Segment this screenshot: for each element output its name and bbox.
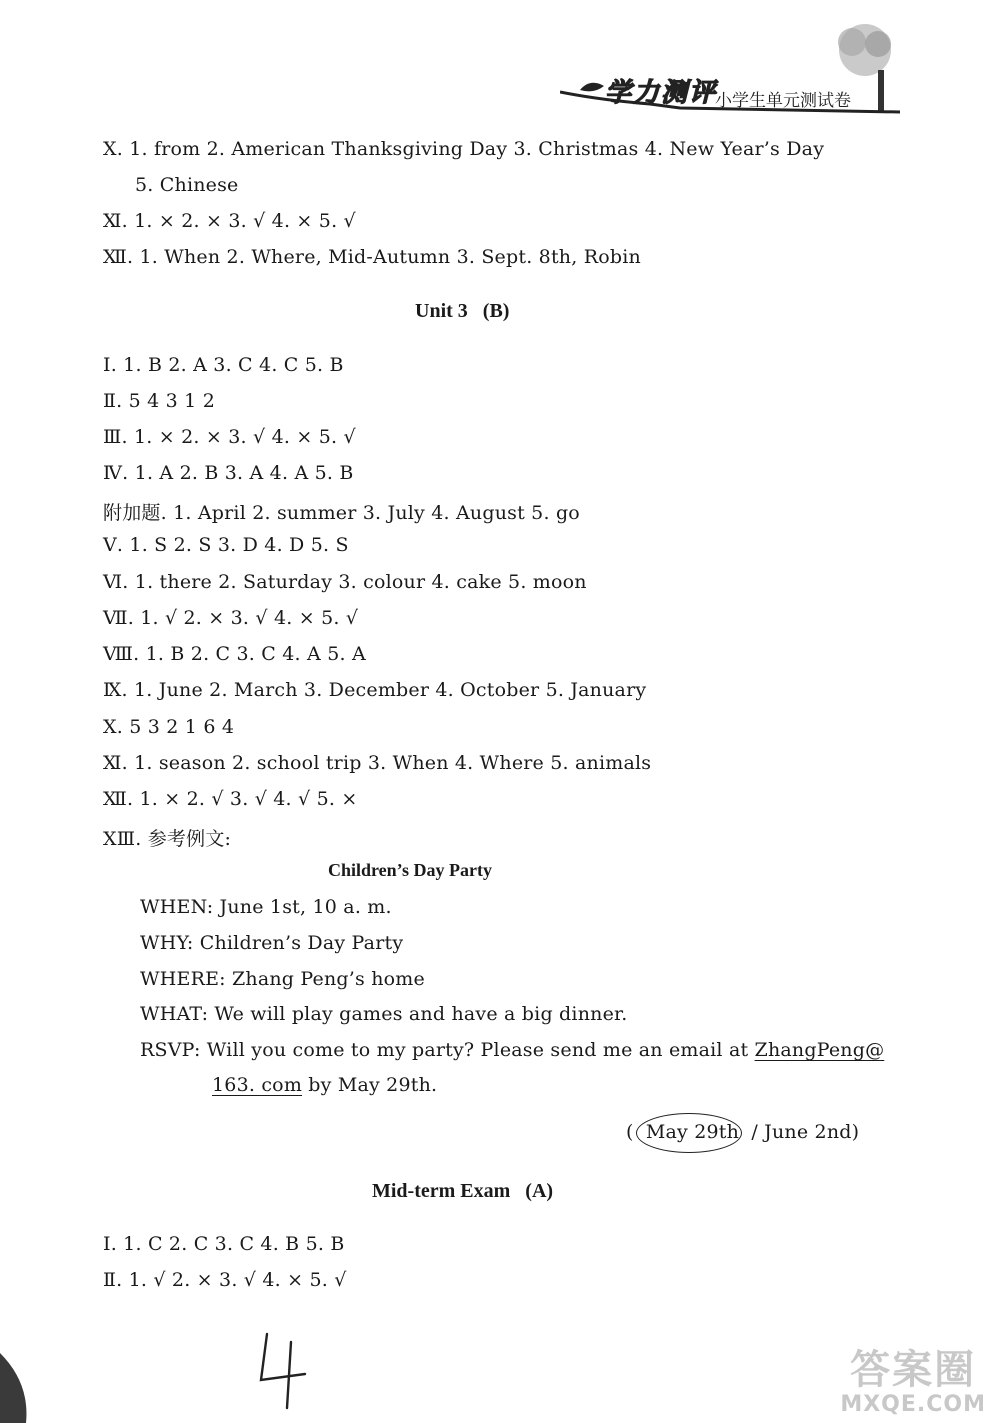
page-number: [255, 1330, 315, 1414]
answer-line-b-ix: Ⅸ. 1. June 2. March 3. December 4. October 5. January: [103, 679, 647, 701]
essay-title: Children’s Day Party: [328, 860, 492, 880]
answer-line-x-2: 5. Chinese: [135, 174, 239, 196]
section-heading-unit3b: Unit 3 (B): [415, 300, 510, 322]
inv-rsvp-cont: [212, 1074, 437, 1096]
answer-line-inv-what: WHAT: We will play games and have a big dinner.: [140, 1003, 628, 1025]
rsvp-suffix: by May 29th.: [302, 1074, 438, 1096]
answer-line-xi: Ⅺ. 1. × 2. × 3. √ 4. × 5. √: [103, 210, 356, 232]
answer-line-b-i: Ⅰ. 1. B 2. A 3. C 4. C 5. B: [103, 354, 344, 376]
answer-line-inv-where: WHERE: Zhang Peng’s home: [140, 968, 425, 990]
header-banner: [560, 20, 905, 120]
date-choice-circled: May 29th: [645, 1121, 740, 1143]
answer-line-b-iv: Ⅳ. 1. A 2. B 3. A 4. A 5. B: [103, 462, 354, 484]
answer-line-x-1: Ⅹ. 1. from 2. American Thanksgiving Day 3. Christmas 4. New Year’s Day: [103, 138, 825, 160]
date-choice-rest: / June 2nd): [745, 1121, 860, 1143]
answer-line-b-vii: Ⅶ. 1. √ 2. × 3. √ 4. × 5. √: [103, 607, 359, 629]
answer-circle: [636, 1113, 742, 1153]
answer-line-b-xi: Ⅺ. 1. season 2. school trip 3. When 4. Where 5. animals: [103, 752, 652, 774]
answer-line-b-extra: 附加题. 1. April 2. summer 3. July 4. August 5. go: [103, 502, 580, 524]
watermark-bottom: MXQE.COM: [840, 1392, 986, 1417]
date-choice-open: (: [626, 1121, 634, 1143]
answer-line-inv-why: WHY: Children’s Day Party: [140, 932, 404, 954]
answer-line-b-viii: Ⅷ. 1. B 2. C 3. C 4. A 5. A: [103, 643, 366, 665]
answer-line-inv-when: WHEN: June 1st, 10 a. m.: [140, 896, 392, 918]
answer-line-b-ii: Ⅱ. 5 4 3 1 2: [103, 390, 215, 412]
page-corner-shadow: [0, 1353, 40, 1423]
rsvp-email-part1: ZhangPeng@: [754, 1039, 885, 1061]
answer-line-b-iii: Ⅲ. 1. × 2. × 3. √ 4. × 5. √: [103, 426, 356, 448]
answer-line-b-vi: Ⅵ. 1. there 2. Saturday 3. colour 4. cake 5. moon: [103, 571, 587, 593]
answer-line-b-x: Ⅹ. 5 3 2 1 6 4: [103, 716, 235, 738]
answer-line-b-xiii: ⅩⅢ. 参考例文:: [103, 828, 232, 850]
answer-line-m-ii: Ⅱ. 1. √ 2. × 3. √ 4. × 5. √: [103, 1269, 347, 1291]
answer-line-b-v: Ⅴ. 1. S 2. S 3. D 4. D 5. S: [103, 534, 349, 556]
answer-line-b-xii: Ⅻ. 1. × 2. √ 3. √ 4. √ 5. ×: [103, 788, 358, 810]
rsvp-email-part2: 163. com: [212, 1074, 303, 1096]
watermark-logo: [840, 1348, 986, 1417]
answer-line-m-i: Ⅰ. 1. C 2. C 3. C 4. B 5. B: [103, 1233, 345, 1255]
section-heading-midterm: Mid-term Exam (A): [372, 1180, 554, 1202]
brand-logo: 学力测评: [605, 78, 718, 108]
answer-line-xii: Ⅻ. 1. When 2. Where, Mid-Autumn 3. Sept. 8th, Robin: [103, 246, 641, 268]
watermark-top: 答案圈: [850, 1347, 977, 1393]
header-subtitle: 小学生单元测试卷: [715, 91, 851, 111]
inv-rsvp: [140, 1039, 884, 1061]
rsvp-prefix: RSVP: Will you come to my party? Please send me an email at: [140, 1039, 755, 1061]
